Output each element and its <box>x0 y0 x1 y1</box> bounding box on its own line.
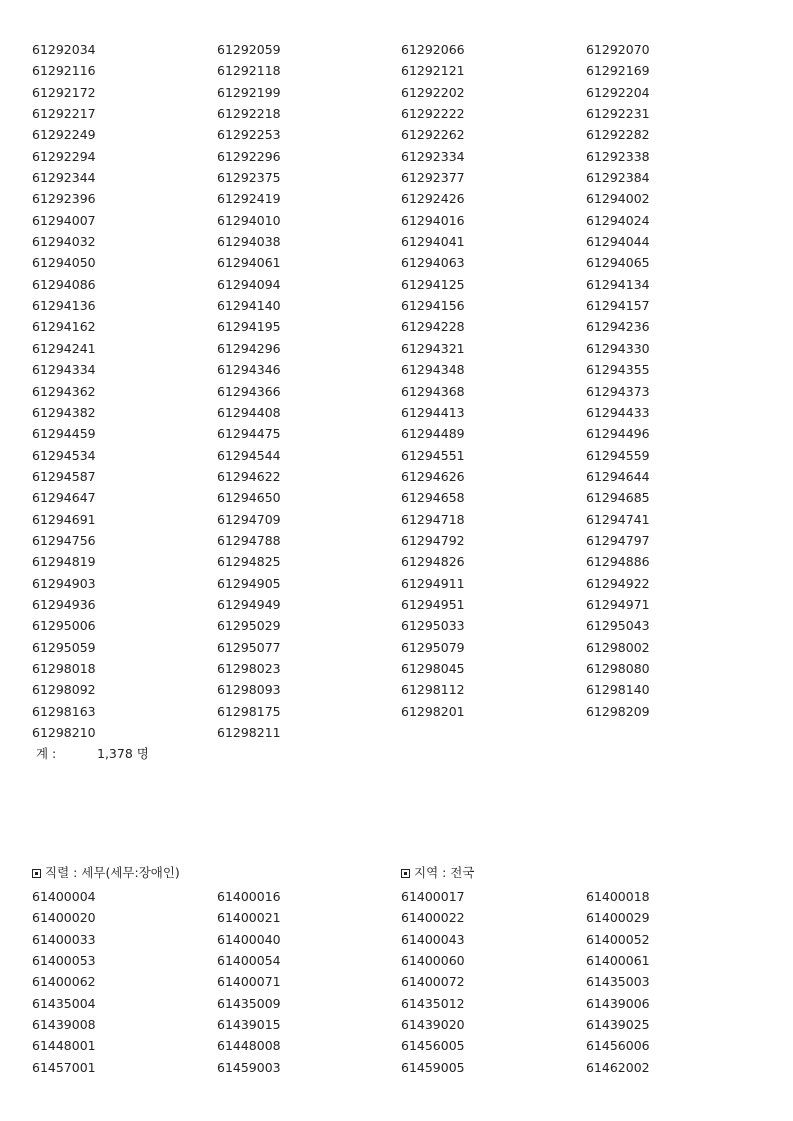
list-item: 61294797 <box>586 532 650 548</box>
list-item: 61295043 <box>586 618 650 634</box>
list-item: 61294362 <box>32 383 96 399</box>
list-item: 61292121 <box>401 63 465 79</box>
list-item: 61294041 <box>401 234 465 250</box>
total-label: 계 : <box>36 746 57 761</box>
list-item: 61400040 <box>217 931 281 947</box>
list-item: 61439015 <box>217 1017 281 1033</box>
position-heading <box>32 863 180 883</box>
list-item: 61294321 <box>401 340 465 356</box>
list-item: 61400021 <box>217 910 281 926</box>
number-list-2 <box>32 886 772 1078</box>
list-item: 61294334 <box>32 362 96 378</box>
list-item: 61294156 <box>401 298 465 314</box>
list-item: 61294788 <box>217 532 281 548</box>
list-item: 61292396 <box>32 191 96 207</box>
list-item: 61456006 <box>586 1038 650 1054</box>
list-item: 61294718 <box>401 511 465 527</box>
list-item: 61294756 <box>32 532 96 548</box>
list-item: 61298210 <box>32 725 96 740</box>
list-item: 61298045 <box>401 660 465 676</box>
list-item: 61294346 <box>217 362 281 378</box>
list-item: 61292296 <box>217 148 281 164</box>
list-item: 61298201 <box>401 703 465 719</box>
list-item: 61294534 <box>32 447 96 463</box>
list-item: 61294050 <box>32 255 96 271</box>
list-item: 61294061 <box>217 255 281 271</box>
list-item: 61459005 <box>401 1059 465 1075</box>
list-item: 61294658 <box>401 490 465 506</box>
list-item: 61292116 <box>32 63 96 79</box>
list-item: 61294413 <box>401 404 465 420</box>
list-item: 61294065 <box>586 255 650 271</box>
list-item: 61292217 <box>32 106 96 122</box>
list-item: 61292282 <box>586 127 650 143</box>
list-item: 61292059 <box>217 42 281 57</box>
list-item: 61292262 <box>401 127 465 143</box>
list-item: 61400062 <box>32 974 96 990</box>
list-item: 61294587 <box>32 468 96 484</box>
list-item: 61294709 <box>217 511 281 527</box>
list-item: 61298140 <box>586 682 650 698</box>
total-value: 1,378 명 <box>97 746 149 761</box>
list-item: 61292384 <box>586 170 650 186</box>
list-item: 61294544 <box>217 447 281 463</box>
list-item: 61292375 <box>217 170 281 186</box>
list-item: 61294650 <box>217 490 281 506</box>
list-item: 61294086 <box>32 276 96 292</box>
list-item: 61294195 <box>217 319 281 335</box>
list-item: 61292199 <box>217 84 281 100</box>
list-item: 61400016 <box>217 889 281 904</box>
list-item: 61292426 <box>401 191 465 207</box>
list-item: 61294433 <box>586 404 650 420</box>
list-item: 61298211 <box>217 725 281 740</box>
list-item: 61294063 <box>401 255 465 271</box>
list-item: 61294162 <box>32 319 96 335</box>
list-item: 61439008 <box>32 1017 96 1033</box>
list-item: 61294949 <box>217 596 281 612</box>
list-item: 61294685 <box>586 490 650 506</box>
list-item: 61400071 <box>217 974 281 990</box>
list-item: 61435012 <box>401 995 465 1011</box>
list-item: 61292204 <box>586 84 650 100</box>
list-item: 61439020 <box>401 1017 465 1033</box>
list-item: 61439025 <box>586 1017 650 1033</box>
list-item: 61294936 <box>32 596 96 612</box>
list-item: 61294010 <box>217 212 281 228</box>
list-item: 61400043 <box>401 931 465 947</box>
list-item: 61294236 <box>586 319 650 335</box>
list-item: 61292218 <box>217 106 281 122</box>
list-item: 61298018 <box>32 660 96 676</box>
list-item: 61400020 <box>32 910 96 926</box>
list-item: 61294644 <box>586 468 650 484</box>
list-item: 61294459 <box>32 426 96 442</box>
list-item: 61292231 <box>586 106 650 122</box>
list-item: 61294007 <box>32 212 96 228</box>
list-item: 61298112 <box>401 682 465 698</box>
list-item: 61294366 <box>217 383 281 399</box>
list-item: 61292118 <box>217 63 281 79</box>
list-item: 61294551 <box>401 447 465 463</box>
list-item: 61298093 <box>217 682 281 698</box>
list-item: 61448008 <box>217 1038 281 1054</box>
list-item: 61435003 <box>586 974 650 990</box>
list-item: 61294140 <box>217 298 281 314</box>
list-item: 61294134 <box>586 276 650 292</box>
list-item: 61400054 <box>217 953 281 969</box>
list-item: 61295033 <box>401 618 465 634</box>
list-item: 61294094 <box>217 276 281 292</box>
square-bullet-icon <box>401 869 410 878</box>
list-item: 61294826 <box>401 554 465 570</box>
list-item: 61294136 <box>32 298 96 314</box>
list-item: 61294951 <box>401 596 465 612</box>
list-item: 61294382 <box>32 404 96 420</box>
list-item: 61294496 <box>586 426 650 442</box>
list-item: 61292377 <box>401 170 465 186</box>
list-item: 61294741 <box>586 511 650 527</box>
list-item: 61459003 <box>217 1059 281 1075</box>
list-item: 61298209 <box>586 703 650 719</box>
list-item: 61292070 <box>586 42 650 57</box>
list-item: 61294348 <box>401 362 465 378</box>
list-item: 61294125 <box>401 276 465 292</box>
list-item: 61294024 <box>586 212 650 228</box>
list-item: 61294330 <box>586 340 650 356</box>
list-item: 61294622 <box>217 468 281 484</box>
list-item: 61294296 <box>217 340 281 356</box>
list-item: 61294408 <box>217 404 281 420</box>
list-item: 61294368 <box>401 383 465 399</box>
list-item: 61294971 <box>586 596 650 612</box>
list-item: 61294002 <box>586 191 650 207</box>
list-item: 61462002 <box>586 1059 650 1075</box>
list-item: 61294691 <box>32 511 96 527</box>
list-item: 61294903 <box>32 575 96 591</box>
list-item: 61294355 <box>586 362 650 378</box>
list-item: 61294626 <box>401 468 465 484</box>
list-item: 61400029 <box>586 910 650 926</box>
list-item: 61298023 <box>217 660 281 676</box>
list-item: 61294905 <box>217 575 281 591</box>
list-item: 61292249 <box>32 127 96 143</box>
position-label: 직렬 : 세무(세무:장애인) <box>45 865 180 880</box>
list-item: 61292334 <box>401 148 465 164</box>
list-item: 61400033 <box>32 931 96 947</box>
list-item: 61295029 <box>217 618 281 634</box>
list-item: 61294038 <box>217 234 281 250</box>
list-item: 61448001 <box>32 1038 96 1054</box>
list-item: 61294819 <box>32 554 96 570</box>
list-item: 61400060 <box>401 953 465 969</box>
list-item: 61292294 <box>32 148 96 164</box>
list-item: 61294475 <box>217 426 281 442</box>
list-item: 61292419 <box>217 191 281 207</box>
list-item: 61294157 <box>586 298 650 314</box>
list-item: 61294016 <box>401 212 465 228</box>
list-item: 61295006 <box>32 618 96 634</box>
list-item: 61292344 <box>32 170 96 186</box>
list-item: 61435004 <box>32 995 96 1011</box>
region-label: 지역 : 전국 <box>414 865 475 880</box>
list-item: 61295059 <box>32 639 96 655</box>
list-item: 61294559 <box>586 447 650 463</box>
list-item: 61400017 <box>401 889 465 904</box>
list-item: 61298163 <box>32 703 96 719</box>
list-item: 61294922 <box>586 575 650 591</box>
list-item: 61435009 <box>217 995 281 1011</box>
list-item: 61294825 <box>217 554 281 570</box>
list-item: 61294489 <box>401 426 465 442</box>
list-item: 61292222 <box>401 106 465 122</box>
list-item: 61292034 <box>32 42 96 57</box>
list-item: 61456005 <box>401 1038 465 1054</box>
list-item: 61294032 <box>32 234 96 250</box>
region-heading <box>401 863 474 883</box>
list-item: 61400022 <box>401 910 465 926</box>
list-item: 61298002 <box>586 639 650 655</box>
list-item: 61292202 <box>401 84 465 100</box>
list-item: 61292066 <box>401 42 465 57</box>
list-item: 61295077 <box>217 639 281 655</box>
list-item: 61298175 <box>217 703 281 719</box>
list-item: 61292338 <box>586 148 650 164</box>
list-item: 61294792 <box>401 532 465 548</box>
list-item: 61400072 <box>401 974 465 990</box>
list-item: 61294647 <box>32 490 96 506</box>
list-item: 61400053 <box>32 953 96 969</box>
list-item: 61294044 <box>586 234 650 250</box>
list-item: 61294886 <box>586 554 650 570</box>
list-item: 61294373 <box>586 383 650 399</box>
list-item: 61294911 <box>401 575 465 591</box>
list-item: 61298092 <box>32 682 96 698</box>
total-row <box>36 743 149 764</box>
list-item: 61400052 <box>586 931 650 947</box>
number-list-1 <box>32 39 772 743</box>
list-item: 61400061 <box>586 953 650 969</box>
list-item: 61292172 <box>32 84 96 100</box>
list-item: 61457001 <box>32 1059 96 1075</box>
list-item: 61298080 <box>586 660 650 676</box>
list-item: 61292253 <box>217 127 281 143</box>
square-bullet-icon <box>32 869 41 878</box>
list-item: 61294228 <box>401 319 465 335</box>
list-item: 61400004 <box>32 889 96 904</box>
list-item: 61292169 <box>586 63 650 79</box>
list-item: 61295079 <box>401 639 465 655</box>
list-item: 61400018 <box>586 889 650 904</box>
list-item: 61294241 <box>32 340 96 356</box>
list-item: 61439006 <box>586 995 650 1011</box>
